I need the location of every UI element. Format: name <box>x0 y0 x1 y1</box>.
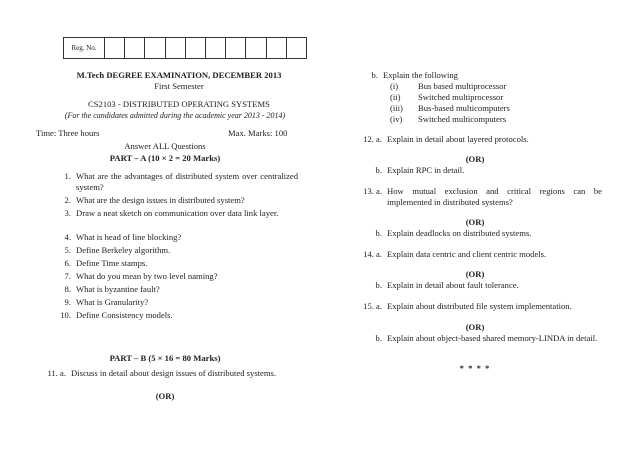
part-a-title: PART – A (10 × 2 = 20 Marks) <box>109 153 221 163</box>
reg-no-cell <box>105 38 125 58</box>
max-marks: Max. Marks: 100 <box>228 128 288 138</box>
question-15b <box>352 333 604 344</box>
question-number: 13. a. <box>363 186 382 196</box>
question-number: 2. <box>64 195 71 205</box>
part-a-list <box>45 171 305 323</box>
subitem-text: Switched multiprocessor <box>418 92 504 102</box>
question-item <box>45 232 305 245</box>
question-12a <box>352 134 529 145</box>
question-item <box>45 271 305 284</box>
question-text: Explain in detail about fault tolerance. <box>387 280 519 290</box>
question-number: b. <box>375 228 382 238</box>
subitem <box>390 92 510 103</box>
question-15a <box>352 301 572 312</box>
or-label: (OR) <box>465 322 485 332</box>
question-number: b. <box>375 165 382 175</box>
question-12b <box>352 165 464 176</box>
question-number: 7. <box>64 271 71 281</box>
question-text: What do you mean by two level naming? <box>76 271 218 281</box>
question-text: Discuss in detail about design issues of distributed systems. <box>71 368 277 378</box>
question-number: 14. a. <box>363 249 382 259</box>
question-number: 9. <box>64 297 71 307</box>
or-label: (OR) <box>465 269 485 279</box>
question-text: Explain RPC in detail. <box>387 165 465 175</box>
question-text: Define Berkeley algorithm. <box>76 245 171 255</box>
question-number: 6. <box>64 258 71 268</box>
subitem-text: Bus-based multicomputers <box>418 103 510 113</box>
reg-no-cell <box>145 38 165 58</box>
subitem-text: Switched multicomputers <box>418 114 507 124</box>
question-item <box>45 208 305 232</box>
subitem-number: (i) <box>390 81 399 91</box>
question-number: b. <box>375 333 382 343</box>
or-label: (OR) <box>465 154 485 164</box>
reg-no-cell <box>287 38 306 58</box>
question-text: Explain deadlocks on distributed systems. <box>387 228 532 238</box>
question-text: Define Consistency models. <box>76 310 173 320</box>
question-text: What is byzantine fault? <box>76 284 160 294</box>
subitem <box>390 103 510 114</box>
question-number: 8. <box>64 284 71 294</box>
subitem <box>390 114 510 125</box>
question-number: 11. a. <box>47 368 66 378</box>
question-text: How mutual exclusion and critical regions can be implemented in distributed systems? <box>387 186 602 207</box>
question-text: What is head of line blocking? <box>76 232 182 242</box>
question-14b <box>352 280 519 291</box>
question-text: Explain the following <box>383 70 458 80</box>
question-number: b. <box>375 280 382 290</box>
or-label: (OR) <box>465 217 485 227</box>
reg-no-cell <box>226 38 246 58</box>
subitem-text: Bus based multiprocessor <box>418 81 507 91</box>
time-label: Time: Three hours <box>36 128 100 138</box>
question-item <box>45 310 305 323</box>
question-item <box>45 195 305 208</box>
subitem-list <box>390 81 510 125</box>
reg-no-cell <box>125 38 145 58</box>
end-marker: * * * * <box>459 363 491 373</box>
subitem <box>390 81 510 92</box>
reg-no-box <box>63 37 307 59</box>
question-14a <box>352 249 546 260</box>
question-number: 1. <box>64 171 71 181</box>
question-item <box>45 284 305 297</box>
reg-no-cell <box>186 38 206 58</box>
reg-no-cell <box>246 38 266 58</box>
reg-no-cell <box>267 38 287 58</box>
question-text: Explain about distributed file system implementation. <box>387 301 572 311</box>
reg-no-label: Reg. No. <box>64 38 105 58</box>
exam-title: M.Tech DEGREE EXAMINATION, DECEMBER 2013 <box>76 70 282 80</box>
or-label: (OR) <box>155 391 175 401</box>
subitem-number: (iii) <box>390 103 403 113</box>
question-text: Explain in detail about layered protocols. <box>387 134 529 144</box>
question-item <box>45 171 305 195</box>
question-text: Explain about object-based shared memory-LINDA in detail. <box>387 333 598 343</box>
question-item <box>45 297 305 310</box>
question-number: 5. <box>64 245 71 255</box>
question-number: 3. <box>64 208 71 218</box>
semester: First Semester <box>154 81 204 91</box>
instruction: Answer ALL Questions <box>124 141 206 151</box>
question-text: Explain data centric and client centric models. <box>387 249 547 259</box>
question-number: b. <box>371 70 378 80</box>
question-text: Define Time stamps. <box>76 258 148 268</box>
question-number: 15. a. <box>363 301 382 311</box>
course-title: CS2103 - DISTRIBUTED OPERATING SYSTEMS <box>88 99 270 109</box>
question-item <box>45 245 305 258</box>
question-11a <box>36 368 296 379</box>
part-b-title: PART – B (5 × 16 = 80 Marks) <box>109 353 221 363</box>
question-11b <box>352 70 458 81</box>
question-number: 4. <box>64 232 71 242</box>
question-text: Draw a neat sketch on communication over data link layer. <box>76 208 279 218</box>
subitem-number: (iv) <box>390 114 403 124</box>
question-text: What are the design issues in distributed system? <box>76 195 245 205</box>
admission-note: (For the candidates admitted during the academic year 2013 - 2014) <box>64 111 286 120</box>
reg-no-cell <box>206 38 226 58</box>
reg-no-cell <box>166 38 186 58</box>
subitem-number: (ii) <box>390 92 401 102</box>
question-text: What are the advantages of distributed system over centralized system? <box>76 171 298 192</box>
question-item <box>45 258 305 271</box>
question-13a <box>352 186 602 208</box>
question-13b <box>352 228 531 239</box>
question-number: 10. <box>60 310 71 320</box>
question-text: What is Granularity? <box>76 297 149 307</box>
question-number: 12. a. <box>363 134 382 144</box>
